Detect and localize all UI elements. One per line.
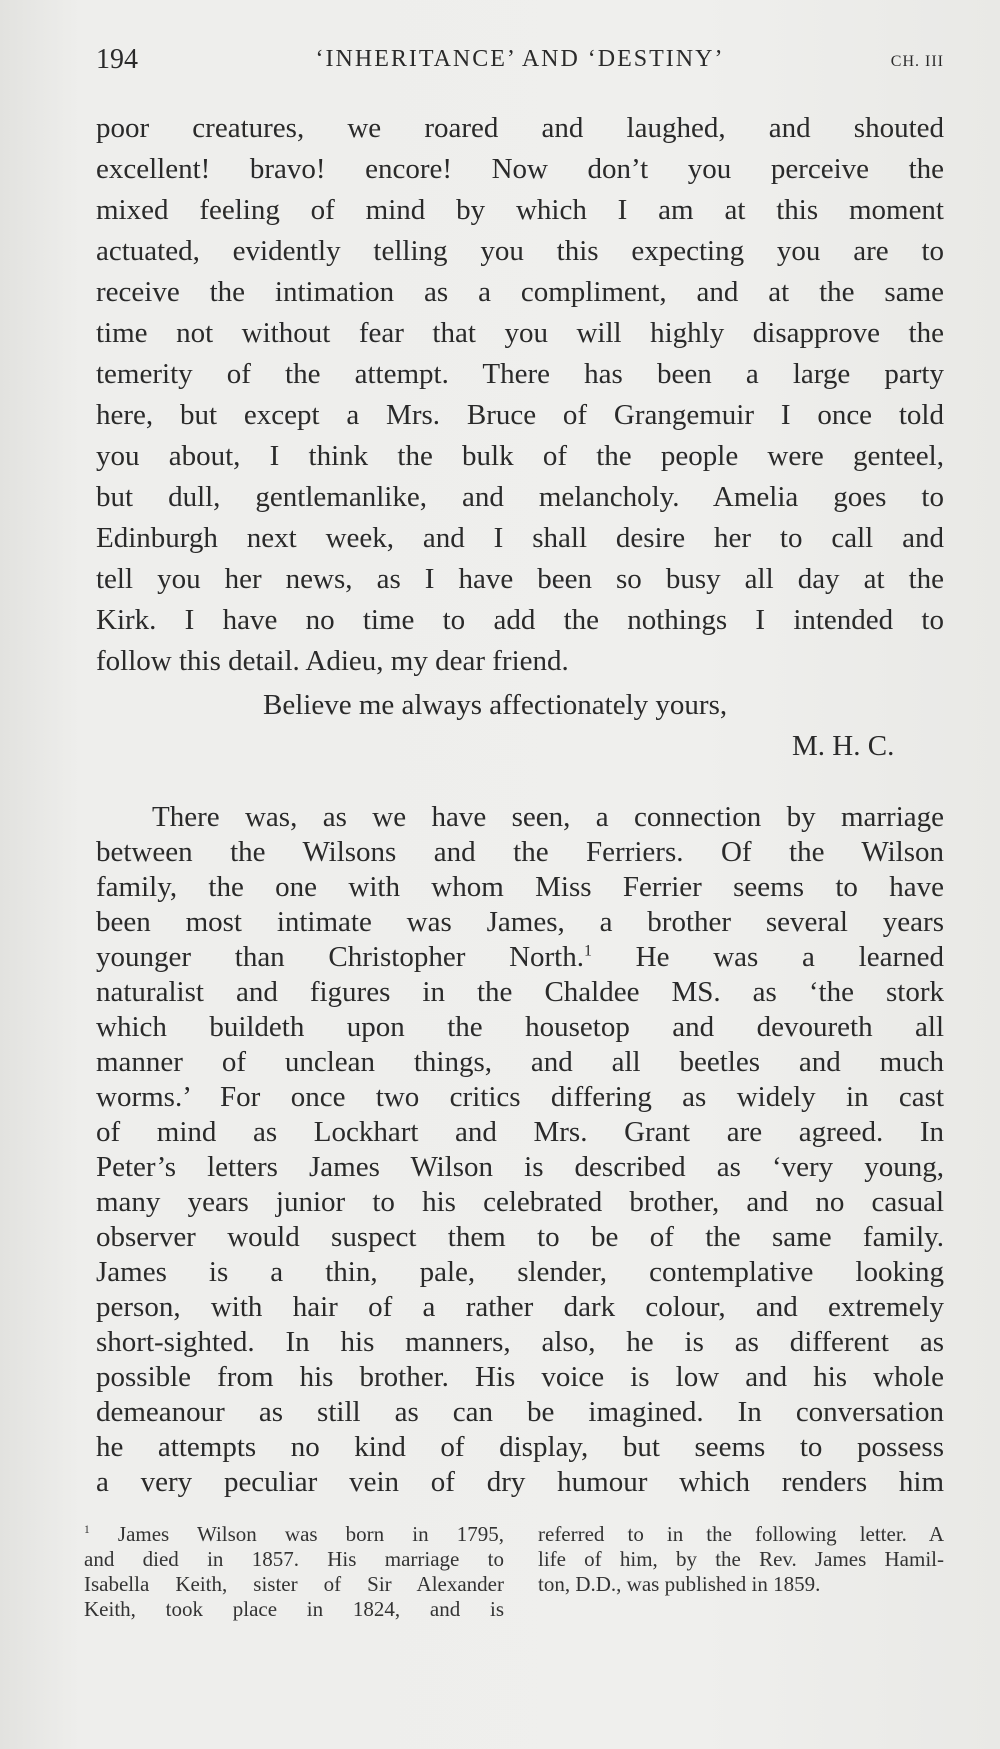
text-fragment: younger than Christopher North.: [96, 941, 584, 973]
text-fragment: He was a learned: [591, 941, 944, 973]
text-line: been most intimate was James, a brother several years: [96, 906, 944, 938]
text-line: worms.’ For once two critics differing as widely in cast: [96, 1081, 944, 1113]
text-line: poor creatures, we roared and laughed, and shouted: [96, 112, 944, 144]
text-line: naturalist and figures in the Chaldee MS. as ‘the stork: [96, 976, 944, 1008]
text-line: Edinburgh next week, and I shall desire her to call and: [96, 522, 944, 554]
footnote-marker: 1: [84, 1524, 90, 1536]
text-line: follow this detail. Adieu, my dear friend.: [96, 645, 569, 677]
text-line: you about, I think the bulk of the people were genteel,: [96, 440, 944, 472]
footnote-line: Isabella Keith, sister of Sir Alexander: [84, 1572, 504, 1596]
text-line: family, the one with whom Miss Ferrier seems to have: [96, 871, 944, 903]
text-line: excellent! bravo! encore! Now don’t you perceive the: [96, 153, 944, 185]
text-line: between the Wilsons and the Ferriers. Of the Wilson: [96, 836, 944, 868]
letter-closing: Believe me always affectionately yours,: [263, 689, 728, 721]
text-line: demeanour as still as can be imagined. In conversation: [96, 1396, 944, 1428]
text-line: here, but except a Mrs. Bruce of Grangemuir I once told: [96, 399, 944, 431]
text-line: person, with hair of a rather dark colour, and extremely: [96, 1291, 944, 1323]
footnote-line: referred to in the following letter. A: [538, 1522, 944, 1546]
text-line: actuated, evidently telling you this expecting you are to: [96, 235, 944, 267]
letter-signature: M. H. C.: [792, 730, 895, 762]
text-line: receive the intimation as a compliment, and at the same: [96, 276, 944, 308]
letter-text: [96, 108, 944, 682]
footnote-line: life of him, by the Rev. James Hamil-: [538, 1547, 944, 1571]
text-line: Kirk. I have no time to add the nothings I intended to: [96, 604, 944, 636]
footnote-reference[interactable]: 1: [583, 942, 592, 960]
chapter-label: CH. III: [890, 53, 944, 70]
text-line: but dull, gentlemanlike, and melancholy. Amelia goes to: [96, 481, 944, 513]
text-line: he attempts no kind of display, but seems to possess: [96, 1431, 944, 1463]
text-line: many years junior to his celebrated brother, and no casual: [96, 1186, 944, 1218]
text-line: temerity of the attempt. There has been a large party: [96, 358, 944, 390]
text-line-with-footnote: [96, 940, 944, 975]
footnote-column-left: [84, 1522, 504, 1622]
narrative-text: [96, 800, 944, 1500]
running-title: ‘INHERITANCE’ AND ‘DESTINY’: [315, 46, 725, 72]
text-line: James is a thin, pale, slender, contemplative looking: [96, 1256, 944, 1288]
footnote-line: [84, 1522, 504, 1547]
text-line: tell you her news, as I have been so busy all day at the: [96, 563, 944, 595]
text-line: manner of unclean things, and all beetles and much: [96, 1046, 944, 1078]
footnote-text: James Wilson was born in 1795,: [117, 1522, 504, 1546]
footnotes: [84, 1522, 950, 1642]
text-line: a very peculiar vein of dry humour which renders him: [96, 1466, 944, 1498]
text-line: mixed feeling of mind by which I am at this moment: [96, 194, 944, 226]
footnote-line: Keith, took place in 1824, and is: [84, 1597, 504, 1621]
text-line: of mind as Lockhart and Mrs. Grant are agreed. In: [96, 1116, 944, 1148]
footnote-column-right: [538, 1522, 944, 1597]
text-line: which buildeth upon the housetop and devoureth all: [96, 1011, 944, 1043]
text-line: short-sighted. In his manners, also, he is as different as: [96, 1326, 944, 1358]
text-line: Peter’s letters James Wilson is described as ‘very young,: [96, 1151, 944, 1183]
text-line: possible from his brother. His voice is low and his whole: [96, 1361, 944, 1393]
text-line: time not without fear that you will highly disapprove the: [96, 317, 944, 349]
page-number: 194: [96, 44, 138, 75]
page-header: [96, 44, 944, 84]
footnote-line: ton, D.D., was published in 1859.: [538, 1572, 821, 1596]
text-line: There was, as we have seen, a connection by marriage: [152, 801, 944, 833]
text-line: observer would suspect them to be of the same family.: [96, 1221, 944, 1253]
footnote-line: and died in 1857. His marriage to: [84, 1547, 504, 1571]
